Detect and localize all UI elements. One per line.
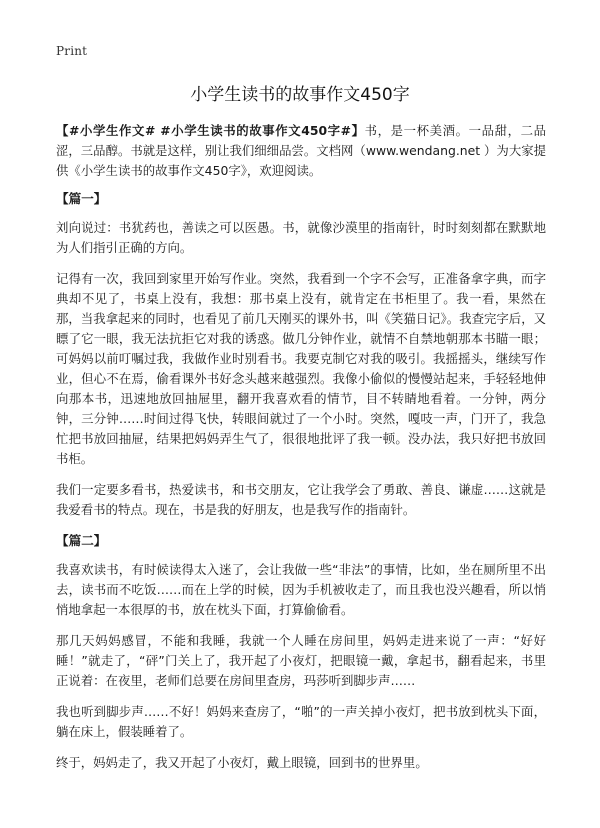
intro-tags: 【#小学生作文# #小学生读书的故事作文450字#】 <box>56 123 365 138</box>
print-label: Print <box>56 44 88 58</box>
page-title: 小学生读书的故事作文450字 <box>190 85 410 105</box>
section-1-paragraph: 记得有一次，我回到家里开始写作业。突然，我看到一个字不会写，正准备拿字典，而字典却不见了，书桌上没有，我想：那书桌上没有，就肯定在书柜里了。我一看，果然在那，当我拿起来的同时，也看见了前几天刚买的课外书，叫《笑猫日记》。我查完字后，又瞟了它一眼，我无法抗拒它对我的诱惑。做几分钟作业，就情不自禁地朝那本书瞄一眼；可妈妈以前叮嘱过我，我做作业时别看书。我要克制它对我的吸引。我摇摇头，继续写作业，但心不在焉，偷看课外书好念头越来越强烈。我像小偷似的慢慢站起来，手轻轻地伸向那本书，迅速地放回抽屉里，翻开我喜欢看的情节，目不转睛地看着。一分钟，两分钟，三分钟……时间过得飞快，转眼间就过了一个小时。突然，嘎吱一声，门开了，我急忙把书放回抽屉，结果把妈妈弄生气了，很很地批评了我一顿。没办法，我只好把书放回书柜。 <box>56 271 546 466</box>
section-2-paragraph: 我喜欢读书，有时候读得太入迷了，会让我做一些“非法”的事情，比如，坐在厕所里不出去，读书而不吃饭……而在上学的时候，因为手机被收走了，而且我也没兴趣看，所以悄悄地拿起一本很厚的书，放在枕头下面，打算偷偷看。 <box>56 562 546 617</box>
section-heading-1: 【篇一】 <box>56 191 107 206</box>
intro-paragraph <box>56 121 546 181</box>
section-2-paragraph: 我也听到脚步声……不好！妈妈来查房了，“啪”的一声关掉小夜灯，把书放到枕头下面，躺在床上，假装睡着了。 <box>56 704 546 739</box>
intro-text: 书，是一杯美酒。一品甜，二品涩，三品醇。书就是这样，别让我们细细品尝。文档网（www.wendang.net ）为大家提供《小学生读书的故事作文450字》，欢迎阅读。 <box>56 123 546 178</box>
article-body <box>56 121 546 784</box>
section-2-paragraph: 那几天妈妈感冒，不能和我睡，我就一个人睡在房间里，妈妈走进来说了一声：“好好睡！”就走了，“砰”门关上了，我开起了小夜灯，把眼镜一戴，拿起书，翻看起来，书里正说着：在夜里，老师们总要在房间里查房，玛莎听到脚步声…… <box>56 633 546 688</box>
section-heading-2: 【篇二】 <box>56 533 107 548</box>
section-1-paragraph: 我们一定要多看书，热爱读书，和书交朋友，它让我学会了勇敢、善良、谦虚……这就是我爱看书的特点。现在，书是我的好朋友，也是我写作的指南针。 <box>56 482 546 517</box>
section-1-paragraph: 刘向说过：书犹药也，善读之可以医愚。书，就像沙漠里的指南针，时时刻刻都在默默地为人们指引正确的方向。 <box>56 220 546 255</box>
section-2-paragraph: 终于，妈妈走了，我又开起了小夜灯，戴上眼镜，回到书的世界里。 <box>56 755 428 770</box>
